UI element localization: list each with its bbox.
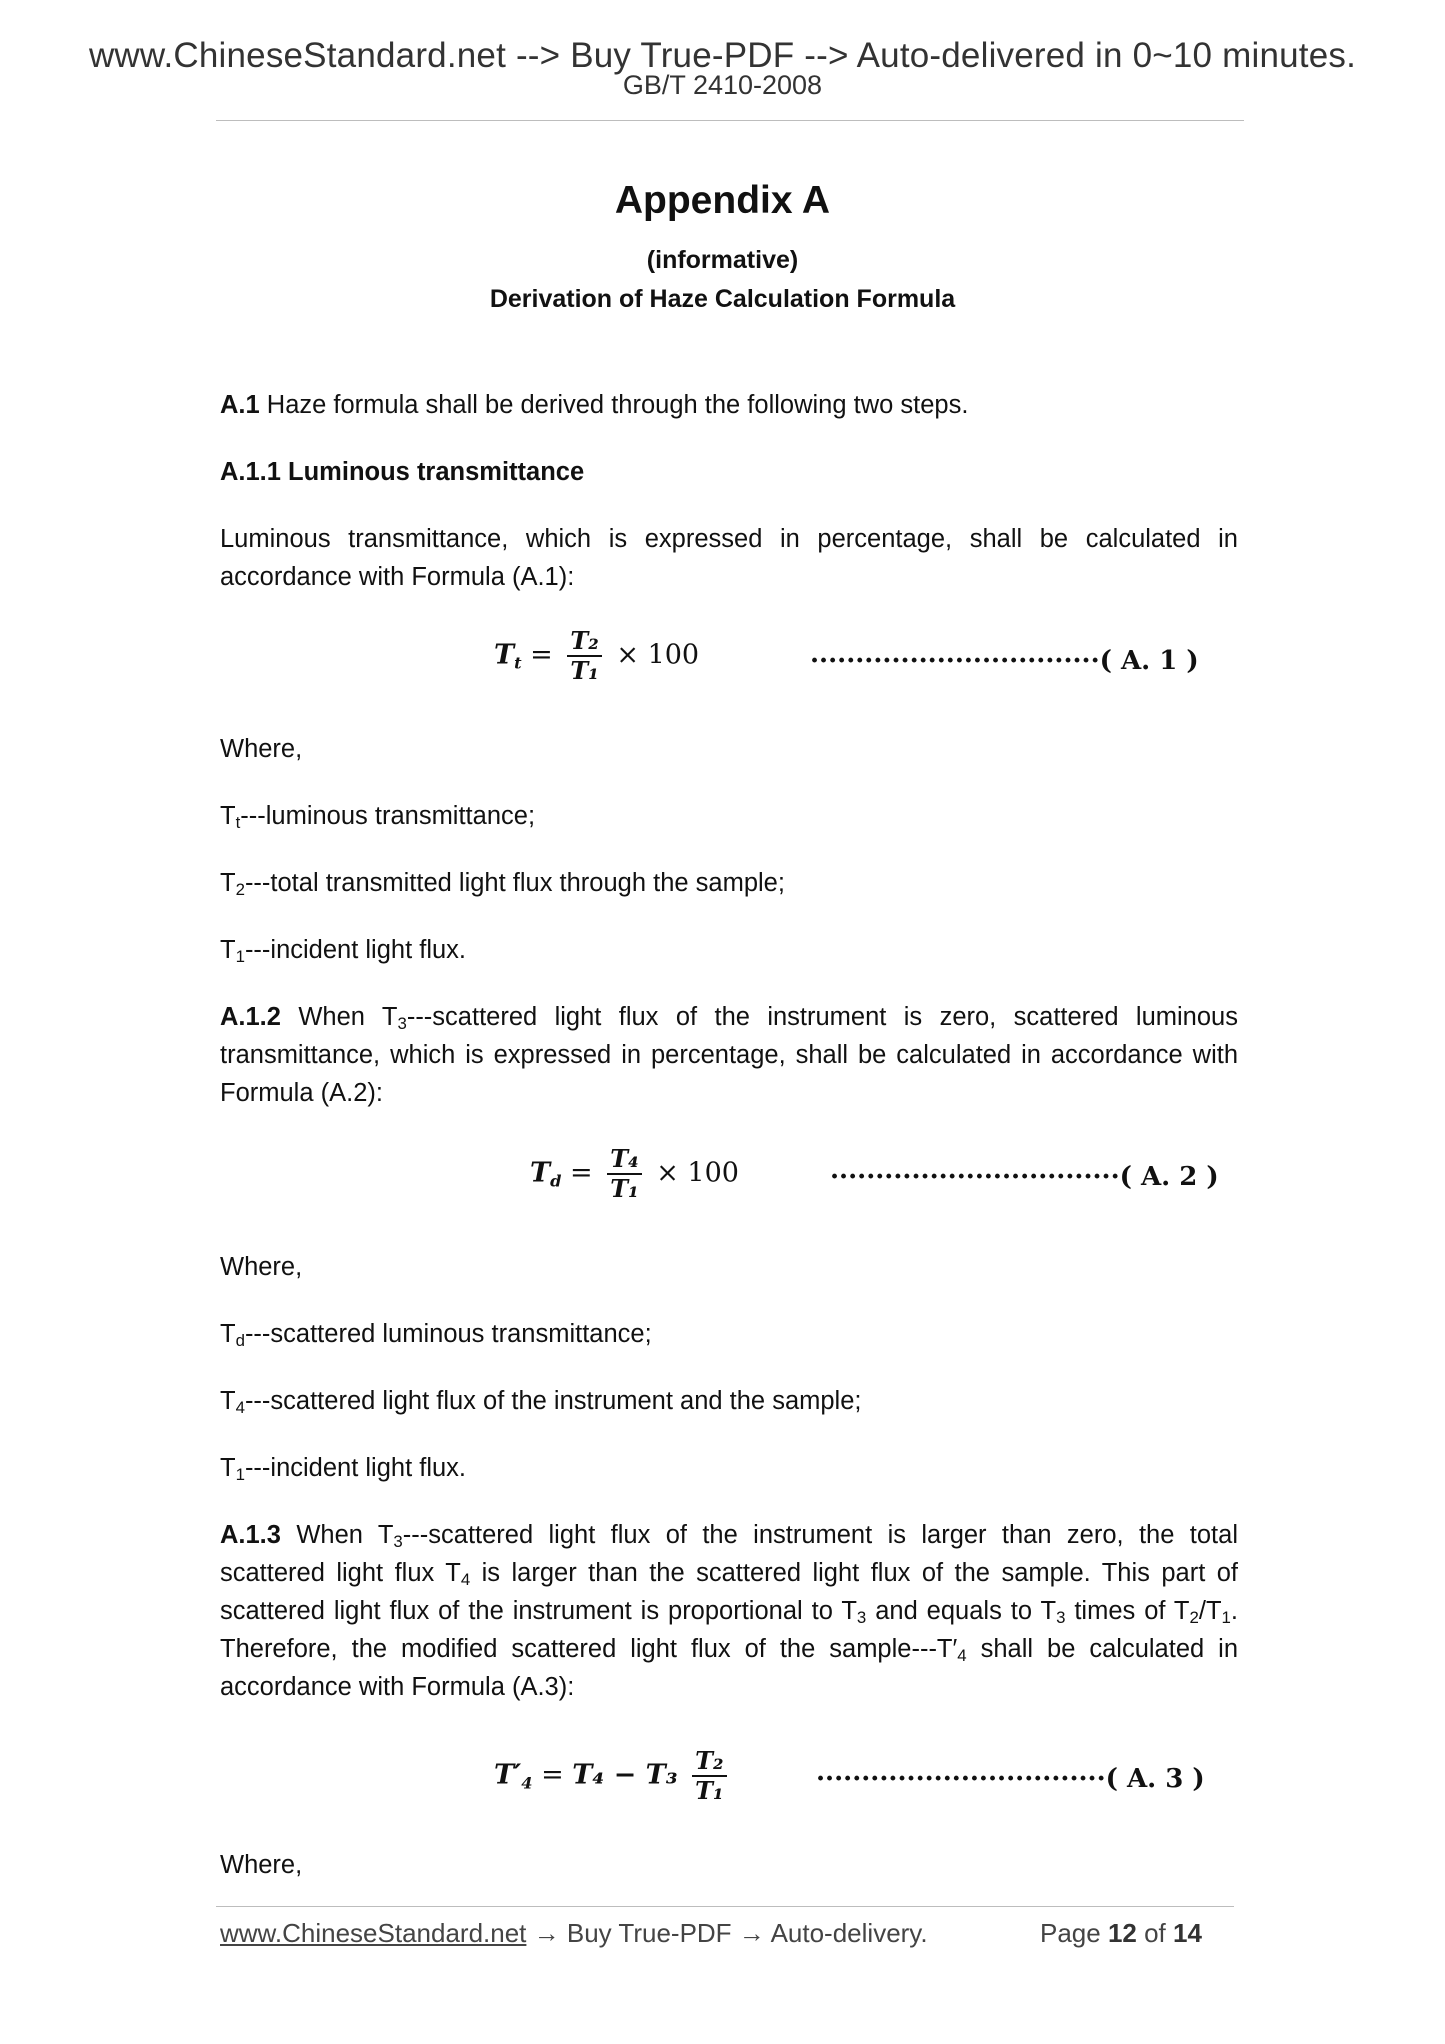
paragraph-a1 [220, 386, 1238, 424]
clause-number: A.1.2 [220, 1003, 281, 1031]
fraction-denominator: T₁ [695, 1776, 724, 1805]
paragraph-a13 [220, 1516, 1238, 1706]
symbol-sub: 1 [1221, 1608, 1231, 1627]
document-number: GB/T 2410-2008 [622, 70, 823, 100]
footer-divider [216, 1906, 1234, 1907]
equation-number-a3 [816, 1764, 1205, 1794]
definition-t2 [220, 864, 1238, 902]
symbol: T [220, 1320, 236, 1348]
appendix-subtitle: Derivation of Haze Calculation Formula [489, 285, 956, 313]
paragraph-a11: Luminous transmittance, which is expressed in percentage, shall be calculated in accordance with Formula (A.1): [220, 525, 1238, 591]
where-label-1: Where, [220, 735, 303, 763]
definition-t4 [220, 1382, 1238, 1420]
formula-lhs: T′ [494, 1759, 522, 1791]
heading-a11: A.1.1 Luminous transmittance [220, 458, 585, 486]
clause-text: ---scattered light flux of the instrument is larger than zero, the total scattered light flux T [220, 1521, 1238, 1587]
formula-fraction [567, 628, 601, 684]
symbol-sub: 3 [1056, 1608, 1066, 1627]
clause-text: shall be calculated in accordance with Formula (A.3): [220, 1635, 1238, 1701]
footer-text [220, 1920, 928, 1946]
header-banner: www.ChineseStandard.net --> Buy True-PDF --> Auto-delivered in 0~10 minutes. [88, 36, 1357, 75]
header-divider [216, 120, 1244, 121]
fraction-denominator: T₁ [610, 1174, 639, 1203]
definition-text: ---incident light flux. [244, 936, 467, 964]
symbol-sub: 1 [235, 1465, 245, 1484]
paragraph-a12 [220, 998, 1238, 1112]
definition-t1-second [220, 1449, 1238, 1487]
clause-text: Haze formula shall be derived through the following two steps. [259, 391, 969, 419]
clause-text: When T [280, 1003, 398, 1031]
definition-t1 [220, 931, 1238, 969]
where-label-2: Where, [220, 1253, 303, 1281]
equation-label: ( A. 2 ) [1119, 1162, 1219, 1192]
definition-text: ---incident light flux. [244, 1454, 467, 1482]
symbol-sub: 2 [1189, 1608, 1199, 1627]
symbol: T [220, 936, 236, 964]
formula-fraction [607, 1146, 641, 1202]
formula-lhs-sub: d [550, 1171, 562, 1191]
formula-lhs: T [494, 639, 515, 671]
leader-dots: ································ [816, 1764, 1106, 1794]
clause-number: A.1 [220, 391, 260, 419]
formula-lhs-sub: t [514, 653, 522, 673]
formula-equals: = [530, 639, 553, 671]
page-indicator [1040, 1920, 1202, 1946]
page-current: 12 [1107, 1918, 1137, 1948]
definition-td [220, 1315, 1238, 1353]
symbol-sub: 4 [957, 1646, 967, 1665]
symbol-sub: 3 [397, 1014, 407, 1033]
clause-text: When T [280, 1521, 394, 1549]
clause-text: and equals to T [866, 1597, 1057, 1625]
formula-lhs: T [530, 1157, 551, 1189]
equation-number-a2 [830, 1162, 1219, 1192]
equation-label: ( A. 3 ) [1105, 1764, 1205, 1794]
equation-number-a1 [810, 646, 1199, 676]
symbol-sub: 4 [235, 1398, 245, 1417]
page-of: of [1136, 1918, 1174, 1948]
formula-a1 [494, 628, 699, 684]
formula-fraction [692, 1748, 726, 1804]
equation-label: ( A. 1 ) [1099, 646, 1199, 676]
symbol: T [220, 802, 236, 830]
leader-dots: ································ [810, 646, 1100, 676]
fraction-numerator: T₂ [567, 628, 601, 657]
definition-text: ---total transmitted light flux through the sample; [244, 869, 785, 897]
formula-equals: = [541, 1759, 564, 1791]
clause-text: times of T [1065, 1597, 1190, 1625]
page-label: Page [1040, 1918, 1108, 1948]
symbol-sub: 3 [393, 1532, 403, 1551]
symbol: T [220, 1387, 236, 1415]
symbol-sub: d [235, 1331, 245, 1350]
leader-dots: ································ [830, 1162, 1120, 1192]
clause-text: ---scattered light flux of the instrument is zero, scattered luminous transmittance, which is expressed in percentage, shall be calculated in accordance with Formula (A.2): [220, 1003, 1238, 1107]
symbol-sub: t [235, 813, 241, 832]
definition-text: ---scattered light flux of the instrument and the sample; [244, 1387, 862, 1415]
fraction-numerator: T₂ [692, 1748, 726, 1777]
clause-text: /T [1198, 1597, 1222, 1625]
clause-text: is larger than the scattered light flux of the sample. This part of scattered light flux of the instrument is proportional to T [220, 1559, 1238, 1625]
formula-lhs-sub: 4 [521, 1773, 533, 1793]
definition-text: ---scattered luminous transmittance; [244, 1320, 652, 1348]
symbol-sub: 3 [856, 1608, 867, 1627]
clause-number: A.1.3 [220, 1521, 281, 1549]
footer-link[interactable]: www.ChineseStandard.net [220, 1918, 527, 1948]
fraction-numerator: T₄ [607, 1146, 641, 1175]
symbol-sub: 2 [235, 880, 245, 899]
definition-text: ---luminous transmittance; [240, 802, 536, 830]
clause-text: . Therefore, the modified scattered light flux of the sample---T′ [220, 1597, 1238, 1663]
formula-a2 [530, 1146, 739, 1202]
appendix-type: (informative) [646, 246, 799, 274]
formula-multiplier: × 100 [616, 639, 700, 671]
symbol: T [220, 1454, 236, 1482]
formula-equals: = [570, 1157, 593, 1189]
formula-multiplier: × 100 [656, 1157, 739, 1189]
definition-tt [220, 797, 1238, 835]
where-label-3: Where, [220, 1851, 303, 1879]
symbol: T [220, 869, 236, 897]
symbol-sub: 4 [460, 1570, 471, 1589]
symbol-sub: 1 [235, 947, 245, 966]
appendix-title: Appendix A [614, 179, 831, 222]
page-total: 14 [1173, 1918, 1202, 1948]
formula-a3 [494, 1748, 733, 1804]
fraction-denominator: T₁ [570, 656, 599, 685]
footer-rest: → Buy True-PDF → Auto-delivery. [526, 1918, 928, 1948]
formula-middle-term: T₄ − T₃ [572, 1759, 678, 1791]
